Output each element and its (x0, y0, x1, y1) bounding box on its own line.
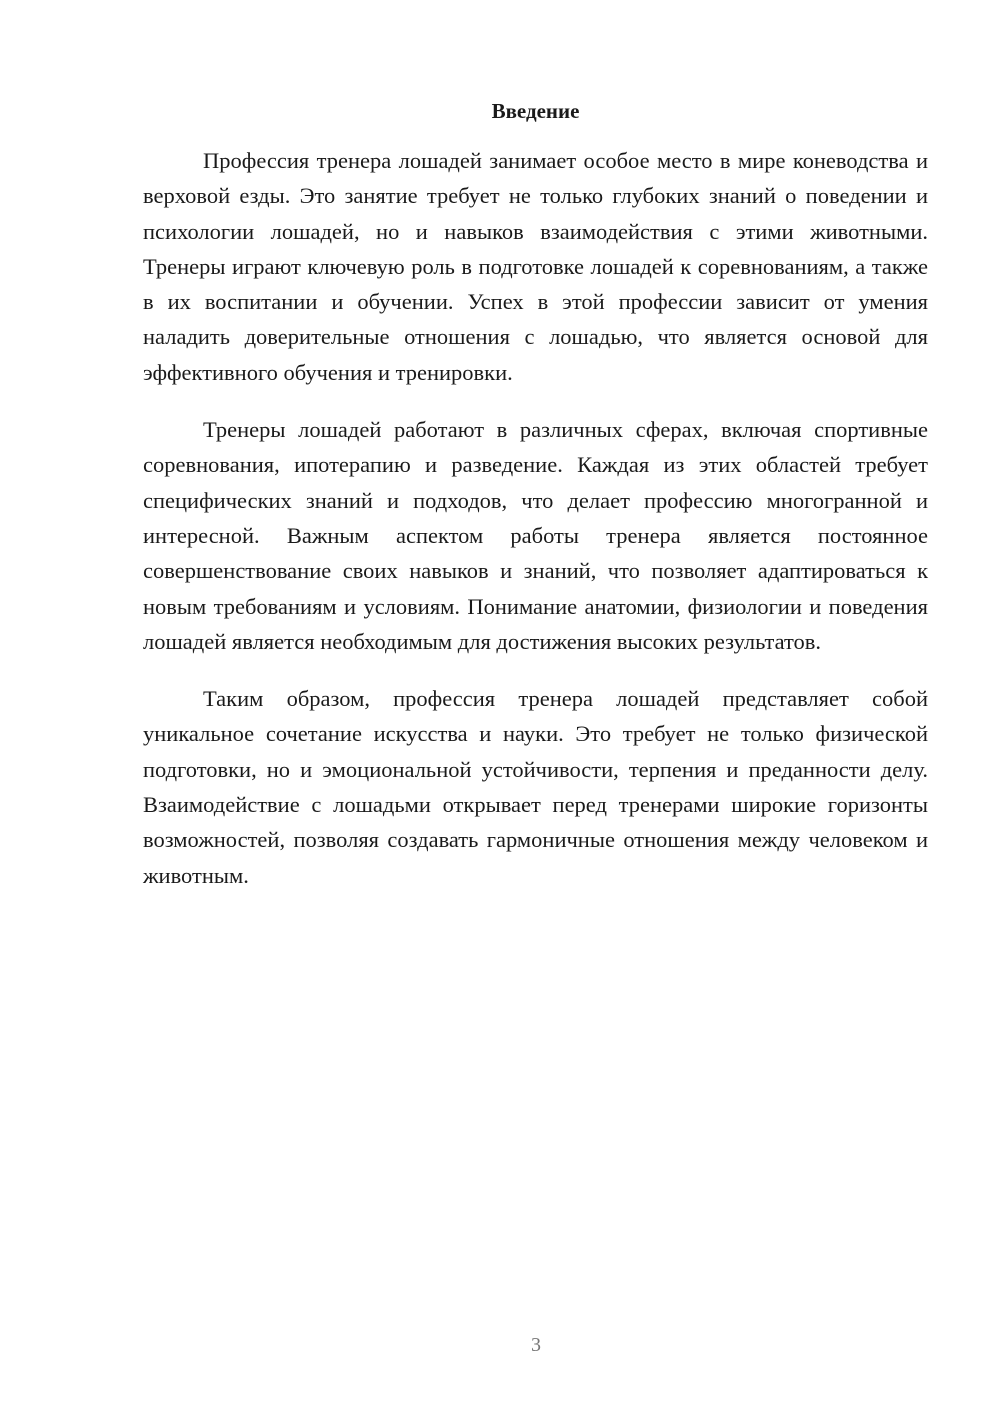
body-text (143, 143, 928, 915)
page-number: 3 (531, 1334, 541, 1356)
paragraph-2: Тренеры лошадей работают в различных сферах, включая спортивные соревнования, ипотерапию и разведение. Каждая из этих областей требует специфических знаний и подходов, что делает профессию многогранной и интересной. Важным аспектом работы тренера является постоянное совершенствование своих навыков и знаний, что позволяет адаптироваться к новым требованиям и условиям. Понимание анатомии, физиологии и поведения лошадей является необходимым для достижения высоких результатов. (143, 417, 928, 654)
section-heading: Введение (491, 99, 580, 123)
paragraph-3: Таким образом, профессия тренера лошадей представляет собой уникальное сочетание искусства и науки. Это требует не только физической подготовки, но и эмоциональной устойчивости, терпения и преданности делу. Взаимодействие с лошадьми открывает перед тренерами широкие горизонты возможностей, позволяя создавать гармоничные отношения между человеком и животным. (143, 686, 928, 888)
paragraph-1: Профессия тренера лошадей занимает особое место в мире коневодства и верховой езды. Это занятие требует не только глубоких знаний о поведении и психологии лошадей, но и навыков взаимодействия с этими животными. Тренеры играют ключевую роль в подготовке лошадей к соревнованиям, а также в их воспитании и обучении. Успех в этой профессии зависит от умения наладить доверительные отношения с лошадью, что является основой для эффективного обучения и тренировки. (143, 148, 928, 385)
